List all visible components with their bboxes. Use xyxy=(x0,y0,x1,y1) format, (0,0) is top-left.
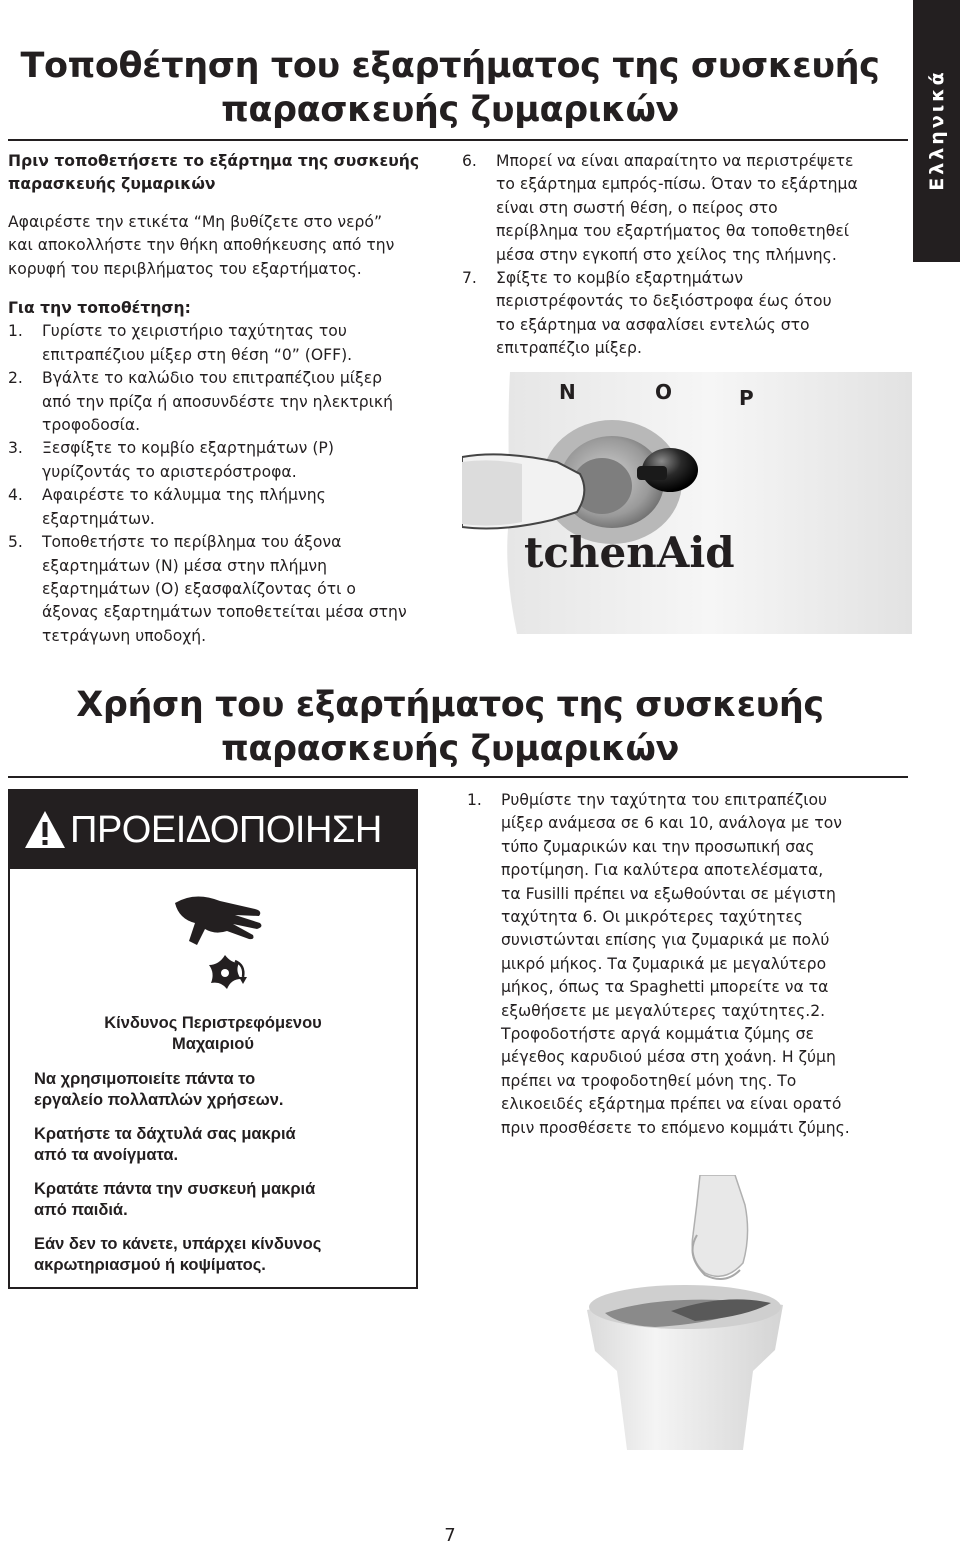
section1-title xyxy=(0,44,900,132)
step-5 xyxy=(8,531,448,648)
attach-heading: Για την τοποθέτηση: xyxy=(8,299,191,318)
step-line: μέσα στην εγκοπή στο χείλος της πλήμνης. xyxy=(496,245,837,264)
step-number: 2. xyxy=(8,369,23,388)
step-3 xyxy=(8,437,448,484)
warning-line: Να χρησιμοποιείτε πάντα το xyxy=(34,1070,256,1088)
section1-title-line1: Τοποθέτηση του εξαρτήματος της συσκευής xyxy=(20,46,880,86)
step-6 xyxy=(462,150,902,267)
mixer-attachment-illustration xyxy=(462,362,912,634)
page-number: 7 xyxy=(444,1525,456,1546)
step-line: πρέπει να τροφοδοτηθεί μόνη της. Το xyxy=(501,1071,797,1090)
step-7 xyxy=(462,267,902,361)
steps-right-list xyxy=(462,150,902,361)
label-P: P xyxy=(739,386,754,410)
step-number: 7. xyxy=(462,269,477,288)
warning-instruction xyxy=(34,1069,404,1111)
before-heading xyxy=(8,150,448,197)
left-column xyxy=(8,150,448,648)
step-line: μήκος, όπως τα Spaghetti μπορείτε να τα xyxy=(501,978,829,997)
warning-header xyxy=(10,791,416,869)
mixer-brand-logo: tchenAid xyxy=(524,528,735,577)
language-tab-label: Ελληνικά xyxy=(925,69,948,191)
warning-line: Κρατήστε τα δάχτυλά σας μακριά xyxy=(34,1125,296,1143)
step-line: μίξερ ανάμεσα σε 6 και 10, ανάλογα με τον xyxy=(501,814,842,833)
warning-line: Κρατάτε πάντα την συσκευή μακριά xyxy=(34,1180,316,1198)
warning-line: εργαλείο πολλαπλών χρήσεων. xyxy=(34,1091,284,1109)
step-line: πριν προσθέσετε το επόμενο κομμάτι ζύμης. xyxy=(501,1118,850,1137)
step-line: είναι στη σωστή θέση, ο πείρος στο xyxy=(496,198,778,217)
step-line: γυρίζοντάς το αριστερόστροφα. xyxy=(42,462,297,481)
section1-rule xyxy=(8,139,908,141)
warning-line: Εάν δεν το κάνετε, υπάρχει κίνδυνος xyxy=(34,1235,322,1253)
section1-title-line2: παρασκευής ζυμαρικών xyxy=(221,90,679,130)
knob-stem xyxy=(637,466,667,480)
step-line: εξωθήσετε με μεγαλύτερες ταχύτητες.2. xyxy=(501,1001,826,1020)
step-line: περιστρέφοντάς το δεξιόστροφα έως ότου xyxy=(496,292,832,311)
section2-title xyxy=(0,683,900,771)
step-line: συνιστώνται επίσης για ζυμαρικά με πολύ xyxy=(501,931,830,950)
before-text xyxy=(8,211,448,281)
step-number: 1. xyxy=(467,791,482,809)
usage-steps xyxy=(467,789,907,1140)
before-text-line: και αποκολλήστε την θήκη αποθήκευσης από την xyxy=(8,236,395,255)
warning-label: ΠΡΟΕΙΔΟΠΟΙΗΣΗ xyxy=(70,808,382,851)
step-line: εξαρτημάτων (O) εξασφαλίζοντας ότι ο xyxy=(42,579,356,598)
step-line: τετράγωνη υποδοχή. xyxy=(42,626,207,645)
step-line: τύπο ζυμαρικών και την προσωπική σας xyxy=(501,837,815,856)
hazard-title xyxy=(10,1013,416,1055)
section2-title-line1: Χρήση του εξαρτήματος της συσκευής xyxy=(76,685,824,725)
label-O: O xyxy=(655,380,673,404)
warning-instruction xyxy=(34,1179,404,1221)
section2-title-line2: παρασκευής ζυμαρικών xyxy=(221,729,679,769)
before-heading-line1: Πριν τοποθετήσετε το εξάρτημα της συσκευής xyxy=(8,152,420,170)
warning-box xyxy=(8,789,418,1289)
warning-instructions xyxy=(34,1069,404,1276)
step-line: Αφαιρέστε το κάλυμμα της πλήμνης xyxy=(42,486,326,505)
step-line: τα Fusilli πρέπει να εξωθούνται σε μέγιστη xyxy=(501,884,836,903)
section2-rule xyxy=(8,776,908,778)
step-line: άξονας εξαρτημάτων τοποθετείται μέσα στην xyxy=(42,603,407,622)
step-line: μέγεθος καρυδιού μέσα στη χοάνη. Η ζύμη xyxy=(501,1048,836,1067)
step-line: Σφίξτε το κομβίο εξαρτημάτων xyxy=(496,269,744,288)
pasta-hopper-illustration xyxy=(575,1175,815,1455)
step-line: ταχύτητα 6. Οι μικρότερες ταχύτητες xyxy=(501,908,803,927)
step-line: Τοποθετήστε το περίβλημα του άξονα xyxy=(42,533,342,552)
warning-instruction xyxy=(34,1234,404,1276)
warning-line: από τα ανοίγματα. xyxy=(34,1146,179,1164)
before-heading-line2: παρασκευής ζυμαρικών xyxy=(8,175,216,194)
usage-step-1 xyxy=(467,789,907,1140)
step-line: επιτραπέζιου μίξερ στη θέση “0” (OFF). xyxy=(42,345,353,364)
language-tab xyxy=(913,0,960,262)
step-1 xyxy=(8,320,448,367)
step-line: επιτραπέζιο μίξερ. xyxy=(496,339,642,358)
warning-triangle-icon xyxy=(24,809,66,851)
step-line: Βγάλτε το καλώδιο του επιτραπέζιου μίξερ xyxy=(42,369,383,388)
step-number: 6. xyxy=(462,152,477,170)
step-number: 5. xyxy=(8,533,23,552)
warning-line: από παιδιά. xyxy=(34,1201,128,1219)
step-line: Γυρίστε το χειριστήριο ταχύτητας του xyxy=(42,322,347,341)
step-line: εξαρτημάτων (N) μέσα στην πλήμνη xyxy=(42,556,327,575)
step-line: από την πρίζα ή αποσυνδέστε την ηλεκτρική xyxy=(42,392,393,411)
warning-line: ακρωτηριασμού ή κοψίματος. xyxy=(34,1256,266,1274)
before-text-line: Αφαιρέστε την ετικέτα “Μη βυθίζετε στο νερό” xyxy=(8,212,383,231)
step-line: Τροφοδοτήστε αργά κομμάτια ζύμης σε xyxy=(501,1025,814,1044)
step-line: το εξάρτημα να ασφαλίσει εντελώς στο xyxy=(496,315,810,334)
rotating-blade-hazard-icon xyxy=(165,883,275,993)
step-number: 1. xyxy=(8,322,23,341)
hazard-title-line2: Μαχαιριού xyxy=(172,1035,254,1053)
step-line: εξαρτημάτων. xyxy=(42,509,155,528)
step-line: το εξάρτημα εμπρός-πίσω. Όταν το εξάρτημα xyxy=(496,175,858,194)
shaft-housing-shade xyxy=(462,460,522,525)
step-number: 3. xyxy=(8,439,23,458)
hazard-title-line1: Κίνδυνος Περιστρεφόμενου xyxy=(104,1014,322,1032)
step-line: ελικοειδές εξάρτημα πρέπει να είναι ορατό xyxy=(501,1095,842,1114)
label-N: N xyxy=(559,380,576,404)
step-line: τροφοδοσία. xyxy=(42,416,141,435)
step-line: Μπορεί να είναι απαραίτητο να περιστρέψετε xyxy=(496,152,854,170)
step-line: προτίμηση. Για καλύτερα αποτελέσματα, xyxy=(501,861,824,880)
hand-shape xyxy=(692,1175,747,1276)
steps-left-list xyxy=(8,320,448,648)
step-4 xyxy=(8,484,448,531)
step-line: Ρυθμίστε την ταχύτητα του επιτραπέζιου xyxy=(501,791,828,809)
step-2 xyxy=(8,367,448,437)
step-line: μικρό μήκος. Τα ζυμαρικά με μεγαλύτερο xyxy=(501,954,827,973)
step-line: Ξεσφίξτε το κομβίο εξαρτημάτων (P) xyxy=(42,439,334,458)
warning-instruction xyxy=(34,1124,404,1166)
before-text-line: κορυφή του περιβλήματος του εξαρτήματος. xyxy=(8,259,362,278)
step-line: περίβλημα του εξαρτήματος θα τοποθετηθεί xyxy=(496,222,850,241)
step-number: 4. xyxy=(8,486,23,505)
